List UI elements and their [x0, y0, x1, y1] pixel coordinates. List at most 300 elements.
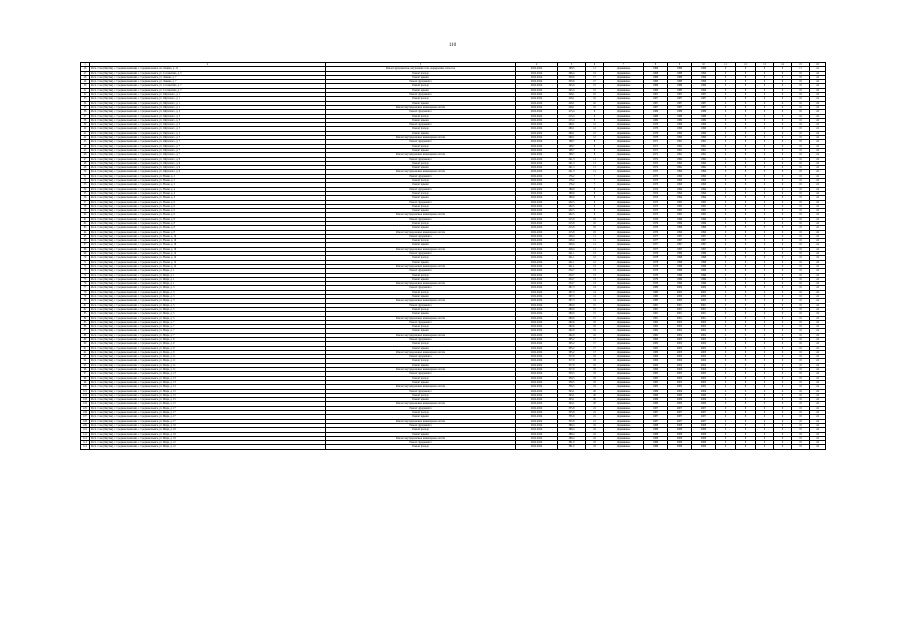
table-cell: 1987 [692, 93, 716, 97]
table-cell: 0 [756, 234, 774, 238]
table-cell: 317,9 [558, 368, 586, 372]
table-cell: Деревянные [604, 148, 644, 152]
table-cell: 10 [586, 101, 604, 105]
table-cell: 94 [81, 359, 90, 363]
table-cell: 0 [716, 260, 736, 264]
table-cell: Ремонт фундамента [326, 110, 516, 114]
table-cell: Респ. Саха (Якутия), г. Среднеколымский, с. Среднеколымск, ул. Мира, д. 9 [90, 346, 326, 350]
table-cell: 0 [716, 299, 736, 303]
table-cell: 2022-2024 [516, 329, 558, 333]
table-cell: Ремонт внутридомовых инженерных систем [326, 153, 516, 157]
table-cell: Деревянные [604, 286, 644, 290]
table-cell: Респ. Саха (Якутия), г. Среднеколымский, с. Среднеколымск, ул. Мира, д. 7 [90, 325, 326, 329]
table-cell: 0 [716, 166, 736, 170]
table-cell: 1968 [644, 71, 668, 75]
table-cell: 0 [756, 88, 774, 92]
table-cell: 254,7 [558, 277, 586, 281]
table-cell: 10 [792, 239, 810, 243]
table-cell: Респ. Саха (Якутия), г. Среднеколымский, с. Среднеколымск, ул. Мира, д. 19 [90, 423, 326, 427]
table-cell: Ремонт фасада [326, 127, 516, 131]
table-cell: 1996 [692, 230, 716, 234]
table-cell: 24 [810, 295, 826, 299]
table-cell: 10 [792, 127, 810, 131]
table-cell: 24 [810, 282, 826, 286]
table-cell: Деревянные [604, 363, 644, 367]
table-cell: 15 [586, 312, 604, 316]
table-cell: 67 [81, 243, 90, 247]
table-cell: 0 [756, 247, 774, 251]
table-cell: 2022-2024 [516, 264, 558, 268]
table-cell: 24 [810, 256, 826, 260]
table-cell: 267,3 [558, 299, 586, 303]
table-cell: 0 [756, 415, 774, 419]
table-cell: 20 [586, 393, 604, 397]
table-cell: 1989 [668, 84, 692, 88]
table-cell: Деревянные [604, 127, 644, 131]
table-cell: 292,6 [558, 333, 586, 337]
table-cell: 2008 [692, 428, 716, 432]
table-cell: 10 [792, 398, 810, 402]
table-cell: 8 [736, 445, 756, 449]
table-cell: 2022-2024 [516, 93, 558, 97]
table-cell: 24 [810, 75, 826, 79]
table-cell: 1972 [644, 161, 668, 165]
table-cell: 8 [736, 428, 756, 432]
table-cell: 8 [586, 140, 604, 144]
table-cell: 0 [756, 252, 774, 256]
table-cell: 0 [774, 372, 792, 376]
table-cell: 10 [792, 411, 810, 415]
table-cell: 10 [586, 93, 604, 97]
table-cell: 8 [736, 256, 756, 260]
table-cell: 0 [716, 436, 736, 440]
table-cell: 0 [716, 174, 736, 178]
table-cell: 0 [774, 402, 792, 406]
table-cell: 10 [792, 234, 810, 238]
table-cell: 0 [716, 204, 736, 208]
table-cell: 1997 [692, 247, 716, 251]
table-cell: 8 [736, 402, 756, 406]
table-cell: Ремонт крыши [326, 432, 516, 436]
table-cell: Ремонт крыши [326, 88, 516, 92]
table-cell: Деревянные [604, 131, 644, 135]
table-cell: 90 [81, 342, 90, 346]
table-cell: 0 [774, 269, 792, 273]
table-cell: 1967 [644, 105, 668, 109]
table-cell: 0 [774, 350, 792, 354]
table-cell: 202,5 [558, 200, 586, 204]
table-cell: 0 [756, 286, 774, 290]
table-cell: 1997 [668, 247, 692, 251]
table-cell: 0 [716, 385, 736, 389]
table-cell: 1967 [644, 93, 668, 97]
table-cell: 27 [81, 71, 90, 75]
table-cell: 12 [586, 264, 604, 268]
table-cell: 35 [81, 105, 90, 109]
table-cell: Респ. Саха (Якутия), г. Среднеколымский, с. Среднеколымск, ул. Мира, д. 9 [90, 338, 326, 342]
table-cell: 10 [792, 148, 810, 152]
table-cell: Деревянные [604, 303, 644, 307]
table-cell: 85 [81, 320, 90, 324]
table-cell: 12 [586, 260, 604, 264]
table-cell: 0 [716, 243, 736, 247]
table-cell: 0 [716, 170, 736, 174]
table-cell: Деревянные [604, 239, 644, 243]
table-cell: 0 [774, 196, 792, 200]
table-cell: 57 [81, 200, 90, 204]
table-cell: 0 [716, 372, 736, 376]
table-cell: 1987 [644, 406, 668, 410]
table-cell: 8 [586, 144, 604, 148]
table-cell: 1994 [692, 191, 716, 195]
table-cell: 0 [774, 256, 792, 260]
table-cell: 2006 [692, 402, 716, 406]
table-cell: Деревянные [604, 252, 644, 256]
table-cell: 1988 [644, 436, 668, 440]
table-cell: 2022-2024 [516, 179, 558, 183]
table-cell: Респ. Саха (Якутия), г. Среднеколымский, с. Среднеколымск, ул. Ойунского, д. 7 [90, 153, 326, 157]
table-cell: 1998 [692, 260, 716, 264]
table-cell: 1972 [644, 157, 668, 161]
table-cell: 8 [736, 441, 756, 445]
table-cell: 10 [792, 252, 810, 256]
table-cell: 24 [810, 307, 826, 311]
table-cell: 10 [792, 84, 810, 88]
table-cell: 0 [756, 239, 774, 243]
table-cell: Ремонт фундамента [326, 157, 516, 161]
table-cell: 24 [810, 260, 826, 264]
table-cell: 2022-2024 [516, 436, 558, 440]
table-cell: 10 [792, 118, 810, 122]
table-cell: Ремонт фасада [326, 161, 516, 165]
table-cell: 0 [774, 114, 792, 118]
table-cell: 368,4 [558, 428, 586, 432]
table-cell: Ремонт фасада [326, 445, 516, 449]
table-cell: 0 [774, 325, 792, 329]
table-cell: Респ. Саха (Якутия), г. Среднеколымский, с. Среднеколымск, ул. Ойунского, д. 9 [90, 157, 326, 161]
table-cell: 228,1 [558, 101, 586, 105]
table-cell: 10 [792, 372, 810, 376]
table-cell: 8 [736, 247, 756, 251]
table-cell: 24 [810, 338, 826, 342]
table-cell: Респ. Саха (Якутия), г. Среднеколымский, с. Среднеколымск, ул. Мира, д. 21 [90, 445, 326, 449]
table-cell: 1997 [692, 239, 716, 243]
table-cell: 78 [81, 290, 90, 294]
table-cell: 0 [756, 282, 774, 286]
table-cell: 10 [792, 338, 810, 342]
table-cell: 8 [736, 432, 756, 436]
table-cell: 15 [586, 316, 604, 320]
table-cell: 0 [774, 342, 792, 346]
table-cell: Респ. Саха (Якутия), г. Среднеколымский, с. Среднеколымск, ул. Новая, д. 4 [90, 187, 326, 191]
table-cell: Ремонт фасада [326, 97, 516, 101]
table-cell: 8 [736, 277, 756, 281]
table-cell: 24 [810, 239, 826, 243]
table-cell: 9 [586, 114, 604, 118]
table-cell: 10 [792, 170, 810, 174]
table-cell: Ремонт фасада [326, 273, 516, 277]
table-cell: 2004 [668, 368, 692, 372]
table-cell: 1991 [668, 153, 692, 157]
table-cell: Ремонт фасада [326, 144, 516, 148]
table-cell: 8 [736, 140, 756, 144]
table-cell: Деревянные [604, 67, 644, 71]
table-cell: 0 [756, 75, 774, 79]
table-cell: 8 [736, 84, 756, 88]
table-cell: 1976 [644, 230, 668, 234]
table-cell: 8 [736, 342, 756, 346]
table-cell: Деревянные [604, 247, 644, 251]
table-cell: 2022-2024 [516, 204, 558, 208]
table-cell: 1992 [692, 161, 716, 165]
table-cell: 0 [756, 127, 774, 131]
table-cell: Деревянные [604, 402, 644, 406]
table-row [81, 445, 826, 449]
table-cell: 0 [774, 389, 792, 393]
table-cell: 2022-2024 [516, 303, 558, 307]
table-cell: 0 [774, 204, 792, 208]
table-cell: Деревянные [604, 359, 644, 363]
table-cell: 2022-2024 [516, 71, 558, 75]
table-cell: Респ. Саха (Якутия), г. Среднеколымский, с. Среднеколымск, ул. Новая, д. 6 [90, 200, 326, 204]
table-cell: 305,2 [558, 346, 586, 350]
table-cell: 0 [774, 419, 792, 423]
table-cell: 16 [586, 329, 604, 333]
table-cell: 86 [81, 325, 90, 329]
table-cell: 0 [716, 432, 736, 436]
table-cell: 114 [81, 445, 90, 449]
table-cell: Деревянные [604, 385, 644, 389]
table-cell: 0 [774, 282, 792, 286]
table-cell: 241,3 [558, 170, 586, 174]
table-cell: 1986 [644, 398, 668, 402]
table-cell: 2004 [692, 363, 716, 367]
table-cell: 2022-2024 [516, 239, 558, 243]
table-cell: 53 [81, 183, 90, 187]
table-cell: 2005 [692, 385, 716, 389]
table-cell: 1987 [692, 105, 716, 109]
table-cell: 10 [792, 402, 810, 406]
table-cell: 2022-2024 [516, 260, 558, 264]
table-cell: 10 [792, 350, 810, 354]
table-cell: 20 [586, 402, 604, 406]
table-cell: 2022-2024 [516, 127, 558, 131]
table-cell: 15 [586, 88, 604, 92]
table-cell: Деревянные [604, 415, 644, 419]
table-cell: 0 [756, 393, 774, 397]
table-cell: Деревянные [604, 269, 644, 273]
table-cell: Респ. Саха (Якутия), г. Среднеколымский, с. Среднеколымск, ул. Мира, д. 19 [90, 436, 326, 440]
table-cell: 0 [756, 174, 774, 178]
table-cell: 189,9 [558, 196, 586, 200]
table-cell: Ремонт внутридомовых инженерных систем [326, 170, 516, 174]
table-cell: 0 [716, 376, 736, 380]
table-cell: 1980 [644, 299, 668, 303]
header-cell: 8 [644, 63, 668, 67]
table-cell: 2009 [692, 445, 716, 449]
table-cell: 10 [792, 260, 810, 264]
table-cell: 24 [810, 432, 826, 436]
table-cell: Респ. Саха (Якутия), г. Среднеколымский, с. Среднеколымск, ул. Новая, д. 8 [90, 221, 326, 225]
table-cell: 0 [756, 144, 774, 148]
table-cell: 2003 [668, 350, 692, 354]
table-cell: 10 [792, 432, 810, 436]
table-cell: 0 [716, 368, 736, 372]
table-cell: Респ. Саха (Якутия), г. Среднеколымский, с. Среднеколымск, ул. Мира, д. 5 [90, 316, 326, 320]
table-cell: 91 [81, 346, 90, 350]
table-cell: 198,7 [558, 140, 586, 144]
table-cell: 1987 [692, 101, 716, 105]
table-cell: 8 [736, 436, 756, 440]
table-cell: 198,7 [558, 153, 586, 157]
table-cell: 2022-2024 [516, 148, 558, 152]
table-cell: 10 [792, 428, 810, 432]
table-cell: 1987 [668, 93, 692, 97]
table-cell: Деревянные [604, 299, 644, 303]
table-cell: 10 [792, 144, 810, 148]
table-cell: Ремонт фасада [326, 179, 516, 183]
table-cell: 0 [774, 179, 792, 183]
table-cell: 2000 [692, 286, 716, 290]
table-cell: 2004 [668, 363, 692, 367]
table-cell: 2022-2024 [516, 320, 558, 324]
table-cell: Деревянные [604, 101, 644, 105]
table-cell: 8 [736, 127, 756, 131]
table-cell: Респ. Саха (Якутия), г. Среднеколымский, с. Среднеколымск, ул. Новая, д. 12 [90, 260, 326, 264]
table-cell: 69 [81, 252, 90, 256]
table-cell: 1992 [692, 170, 716, 174]
table-cell: 10 [792, 363, 810, 367]
table-cell: 10 [792, 406, 810, 410]
table-cell: 24 [810, 402, 826, 406]
table-cell: Ремонт фасада [326, 342, 516, 346]
table-cell: Респ. Саха (Якутия), г. Среднеколымский, с. Среднеколымск, ул. Ойунского, д. 7 [90, 148, 326, 152]
table-cell: 33 [81, 97, 90, 101]
table-cell: 292,6 [558, 325, 586, 329]
table-cell: Деревянные [604, 105, 644, 109]
table-cell: 1977 [644, 243, 668, 247]
table-cell: 8 [736, 376, 756, 380]
table-cell: 8 [736, 170, 756, 174]
table-cell: Респ. Саха (Якутия), г. Среднеколымский, с. Среднеколымск, ул. Ленина, д. 7 [90, 75, 326, 79]
table-cell: 1974 [644, 187, 668, 191]
table-cell: 2022-2024 [516, 441, 558, 445]
table-cell: Деревянные [604, 393, 644, 397]
table-cell: 0 [774, 355, 792, 359]
table-cell: Деревянные [604, 200, 644, 204]
table-cell: 0 [756, 445, 774, 449]
table-cell: 0 [756, 436, 774, 440]
table-cell: 1989 [668, 110, 692, 114]
table-cell: 1988 [692, 67, 716, 71]
table-cell: 0 [774, 230, 792, 234]
table-cell: Респ. Саха (Якутия), г. Среднеколымский, с. Среднеколымск, ул. Мира, д. 17 [90, 411, 326, 415]
table-cell: 10 [792, 359, 810, 363]
table-cell: 2004 [692, 368, 716, 372]
table-cell: 0 [756, 217, 774, 221]
table-cell: Респ. Саха (Якутия), г. Среднеколымский, с. Среднеколымск, ул. Ойунского, д. 5 [90, 131, 326, 135]
table-cell: 0 [756, 299, 774, 303]
table-cell: 19 [586, 372, 604, 376]
table-cell: Респ. Саха (Якутия), г. Среднеколымский, с. Среднеколымск, ул. Мира, д. 15 [90, 393, 326, 397]
table-cell: Респ. Саха (Якутия), г. Среднеколымский, с. Среднеколымск, ул. Соломатина, д. 5 [90, 71, 326, 75]
table-cell: 1978 [644, 252, 668, 256]
table-cell: 8 [736, 153, 756, 157]
table-cell: Деревянные [604, 350, 644, 354]
table-cell: 2002 [668, 329, 692, 333]
table-cell: Деревянные [604, 243, 644, 247]
table-cell: 0 [774, 346, 792, 350]
table-cell: 2022-2024 [516, 282, 558, 286]
table-cell: 24 [810, 217, 826, 221]
table-cell: 20 [586, 389, 604, 393]
table-cell: 0 [716, 183, 736, 187]
table-cell: 1987 [644, 411, 668, 415]
table-cell: Ремонт фундамента [326, 320, 516, 324]
header-cell: 10 [692, 63, 716, 67]
table-cell: 10 [792, 71, 810, 75]
table-cell: Деревянные [604, 342, 644, 346]
table-cell: 345,0 [558, 84, 586, 88]
table-cell: 49 [81, 166, 90, 170]
table-cell: 1970 [644, 123, 668, 127]
table-cell: Респ. Саха (Якутия), г. Среднеколымский, с. Среднеколымск, ул. Мира, д. 15 [90, 398, 326, 402]
table-cell: 24 [810, 114, 826, 118]
table-cell: Деревянные [604, 419, 644, 423]
table-cell: 8 [736, 179, 756, 183]
table-cell: Ремонт внутридомовых инженерных систем [326, 350, 516, 354]
table-cell: 21 [586, 419, 604, 423]
table-cell: 0 [774, 411, 792, 415]
table-cell: 0 [716, 325, 736, 329]
table-cell: 0 [774, 221, 792, 225]
table-cell: 2006 [668, 393, 692, 397]
table-cell: 9 [586, 209, 604, 213]
table-cell: 0 [756, 423, 774, 427]
table-cell: 7 [586, 183, 604, 187]
table-cell: Респ. Саха (Якутия), г. Среднеколымский, с. Среднеколымск, ул. Мира, д. 1 [90, 282, 326, 286]
table-cell: 1980 [644, 290, 668, 294]
table-cell: 1997 [692, 234, 716, 238]
table-cell: 2007 [692, 411, 716, 415]
table-cell: 0 [756, 204, 774, 208]
table-cell: 24 [810, 161, 826, 165]
table-cell: 0 [756, 110, 774, 114]
table-cell: 1978 [644, 256, 668, 260]
table-cell: 1989 [692, 110, 716, 114]
table-cell: 58 [81, 204, 90, 208]
table-cell: 1991 [692, 153, 716, 157]
table-cell: 10 [792, 140, 810, 144]
table-cell: 10 [586, 221, 604, 225]
table-cell: 228,4 [558, 247, 586, 251]
table-cell: 1997 [668, 239, 692, 243]
table-cell: 8 [736, 325, 756, 329]
table-cell: Респ. Саха (Якутия), г. Среднеколымский, с. Среднеколымск, ул. Мира, д. 17 [90, 406, 326, 410]
table-cell: Деревянные [604, 170, 644, 174]
table-cell: 11 [792, 67, 810, 71]
table-cell: 105 [81, 406, 90, 410]
table-cell: 0 [716, 423, 736, 427]
table-cell: 2009 [668, 445, 692, 449]
table-cell: Респ. Саха (Якутия), г. Среднеколымский, с. Среднеколымск, ул. Ойунского, д. 5 [90, 136, 326, 140]
table-cell: 0 [716, 380, 736, 384]
table-cell: 1995 [692, 204, 716, 208]
table-cell: Респ. Саха (Якутия), г. Среднеколымский, с. Среднеколымск, ул. Ойунского, д. 7 [90, 144, 326, 148]
table-cell: 260,1 [558, 136, 586, 140]
table-cell: Деревянные [604, 441, 644, 445]
table-cell: 2022-2024 [516, 359, 558, 363]
